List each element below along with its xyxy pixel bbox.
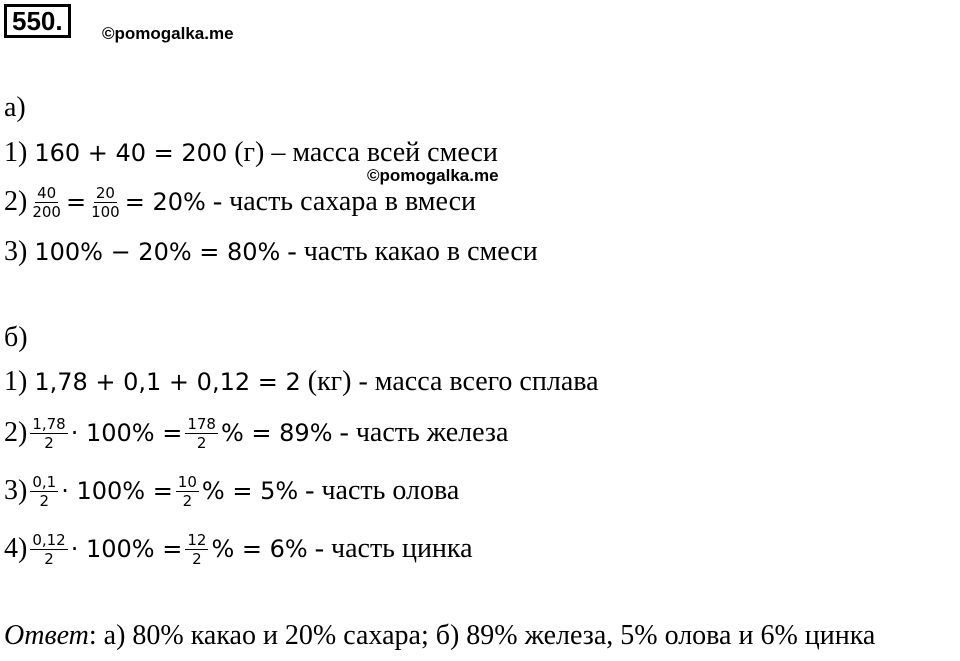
line-text: - часть сахара в вмеси <box>212 186 476 217</box>
fraction <box>30 184 63 221</box>
problem-number: 550. <box>4 4 71 38</box>
fraction <box>89 184 122 221</box>
line-text: - часть железа <box>339 417 509 448</box>
part-b-line-1 <box>4 362 599 402</box>
math-expression: · 100% = <box>61 477 173 505</box>
part-a-line-3 <box>4 232 538 272</box>
answer-line <box>4 618 875 654</box>
fraction-denominator: 2 <box>44 433 54 452</box>
line-index: 3) <box>4 475 28 506</box>
math-expression: · 100% = <box>70 419 183 447</box>
fraction <box>30 415 67 452</box>
part-a-line-2 <box>4 182 476 222</box>
fraction-numerator: 0,12 <box>32 530 66 549</box>
fraction-numerator: 12 <box>187 530 207 549</box>
math-expression: % = 6% <box>211 535 308 563</box>
part-b-line-2 <box>4 413 508 453</box>
math-expression: = 20% <box>124 188 206 216</box>
fraction-numerator: 10 <box>177 472 197 491</box>
line-text: (кг) - масса всего сплава <box>307 366 599 397</box>
fraction-numerator: 0,1 <box>32 472 57 491</box>
answer-text: : а) 80% какао и 20% сахара; б) 89% железа, 5% олова и 6% цинка <box>88 620 876 651</box>
line-index: 3) <box>4 236 28 267</box>
fraction <box>176 473 199 510</box>
fraction <box>185 531 208 568</box>
fraction <box>30 531 67 568</box>
math-expression: % = 89% <box>220 419 333 447</box>
fraction-denominator: 2 <box>196 433 207 452</box>
fraction-numerator: 40 <box>37 183 57 202</box>
line-index: 2) <box>4 417 28 448</box>
math-expression: 100% − 20% = 80% <box>34 238 281 266</box>
math-expression: 160 + 40 = 200 <box>34 139 228 167</box>
line-index: 1) <box>4 366 28 397</box>
line-index: 4) <box>4 533 28 564</box>
part-b-label: б) <box>4 322 28 353</box>
fraction-denominator: 2 <box>192 549 202 568</box>
line-text: - часть какао в смеси <box>287 236 538 267</box>
line-text: - часть олова <box>305 475 460 506</box>
watermark-inline: ©pomogalka.me <box>367 166 499 185</box>
line-text: (г) – масса всей смеси <box>234 137 498 168</box>
fraction-numerator: 20 <box>95 183 115 202</box>
line-text: - часть цинка <box>314 533 473 564</box>
fraction-denominator: 100 <box>91 202 120 221</box>
fraction-denominator: 2 <box>39 491 50 510</box>
line-index: 2) <box>4 186 28 217</box>
part-b-line-3 <box>4 471 459 511</box>
math-expression: % = 5% <box>201 477 299 505</box>
answer-label: Ответ <box>4 620 89 651</box>
equals-sign: = <box>65 188 87 216</box>
fraction <box>185 415 218 452</box>
fraction-numerator: 1,78 <box>32 414 66 433</box>
fraction-denominator: 2 <box>44 549 54 568</box>
fraction-denominator: 2 <box>182 491 193 510</box>
fraction <box>30 473 58 510</box>
part-b-line-4 <box>4 529 473 569</box>
watermark: ©pomogalka.me <box>102 24 234 43</box>
math-expression: 1,78 + 0,1 + 0,12 = 2 <box>34 368 301 396</box>
fraction-denominator: 200 <box>32 202 61 221</box>
line-index: 1) <box>4 137 28 168</box>
math-expression: · 100% = <box>70 535 183 563</box>
fraction-numerator: 178 <box>187 414 216 433</box>
part-a-label: а) <box>4 92 26 123</box>
